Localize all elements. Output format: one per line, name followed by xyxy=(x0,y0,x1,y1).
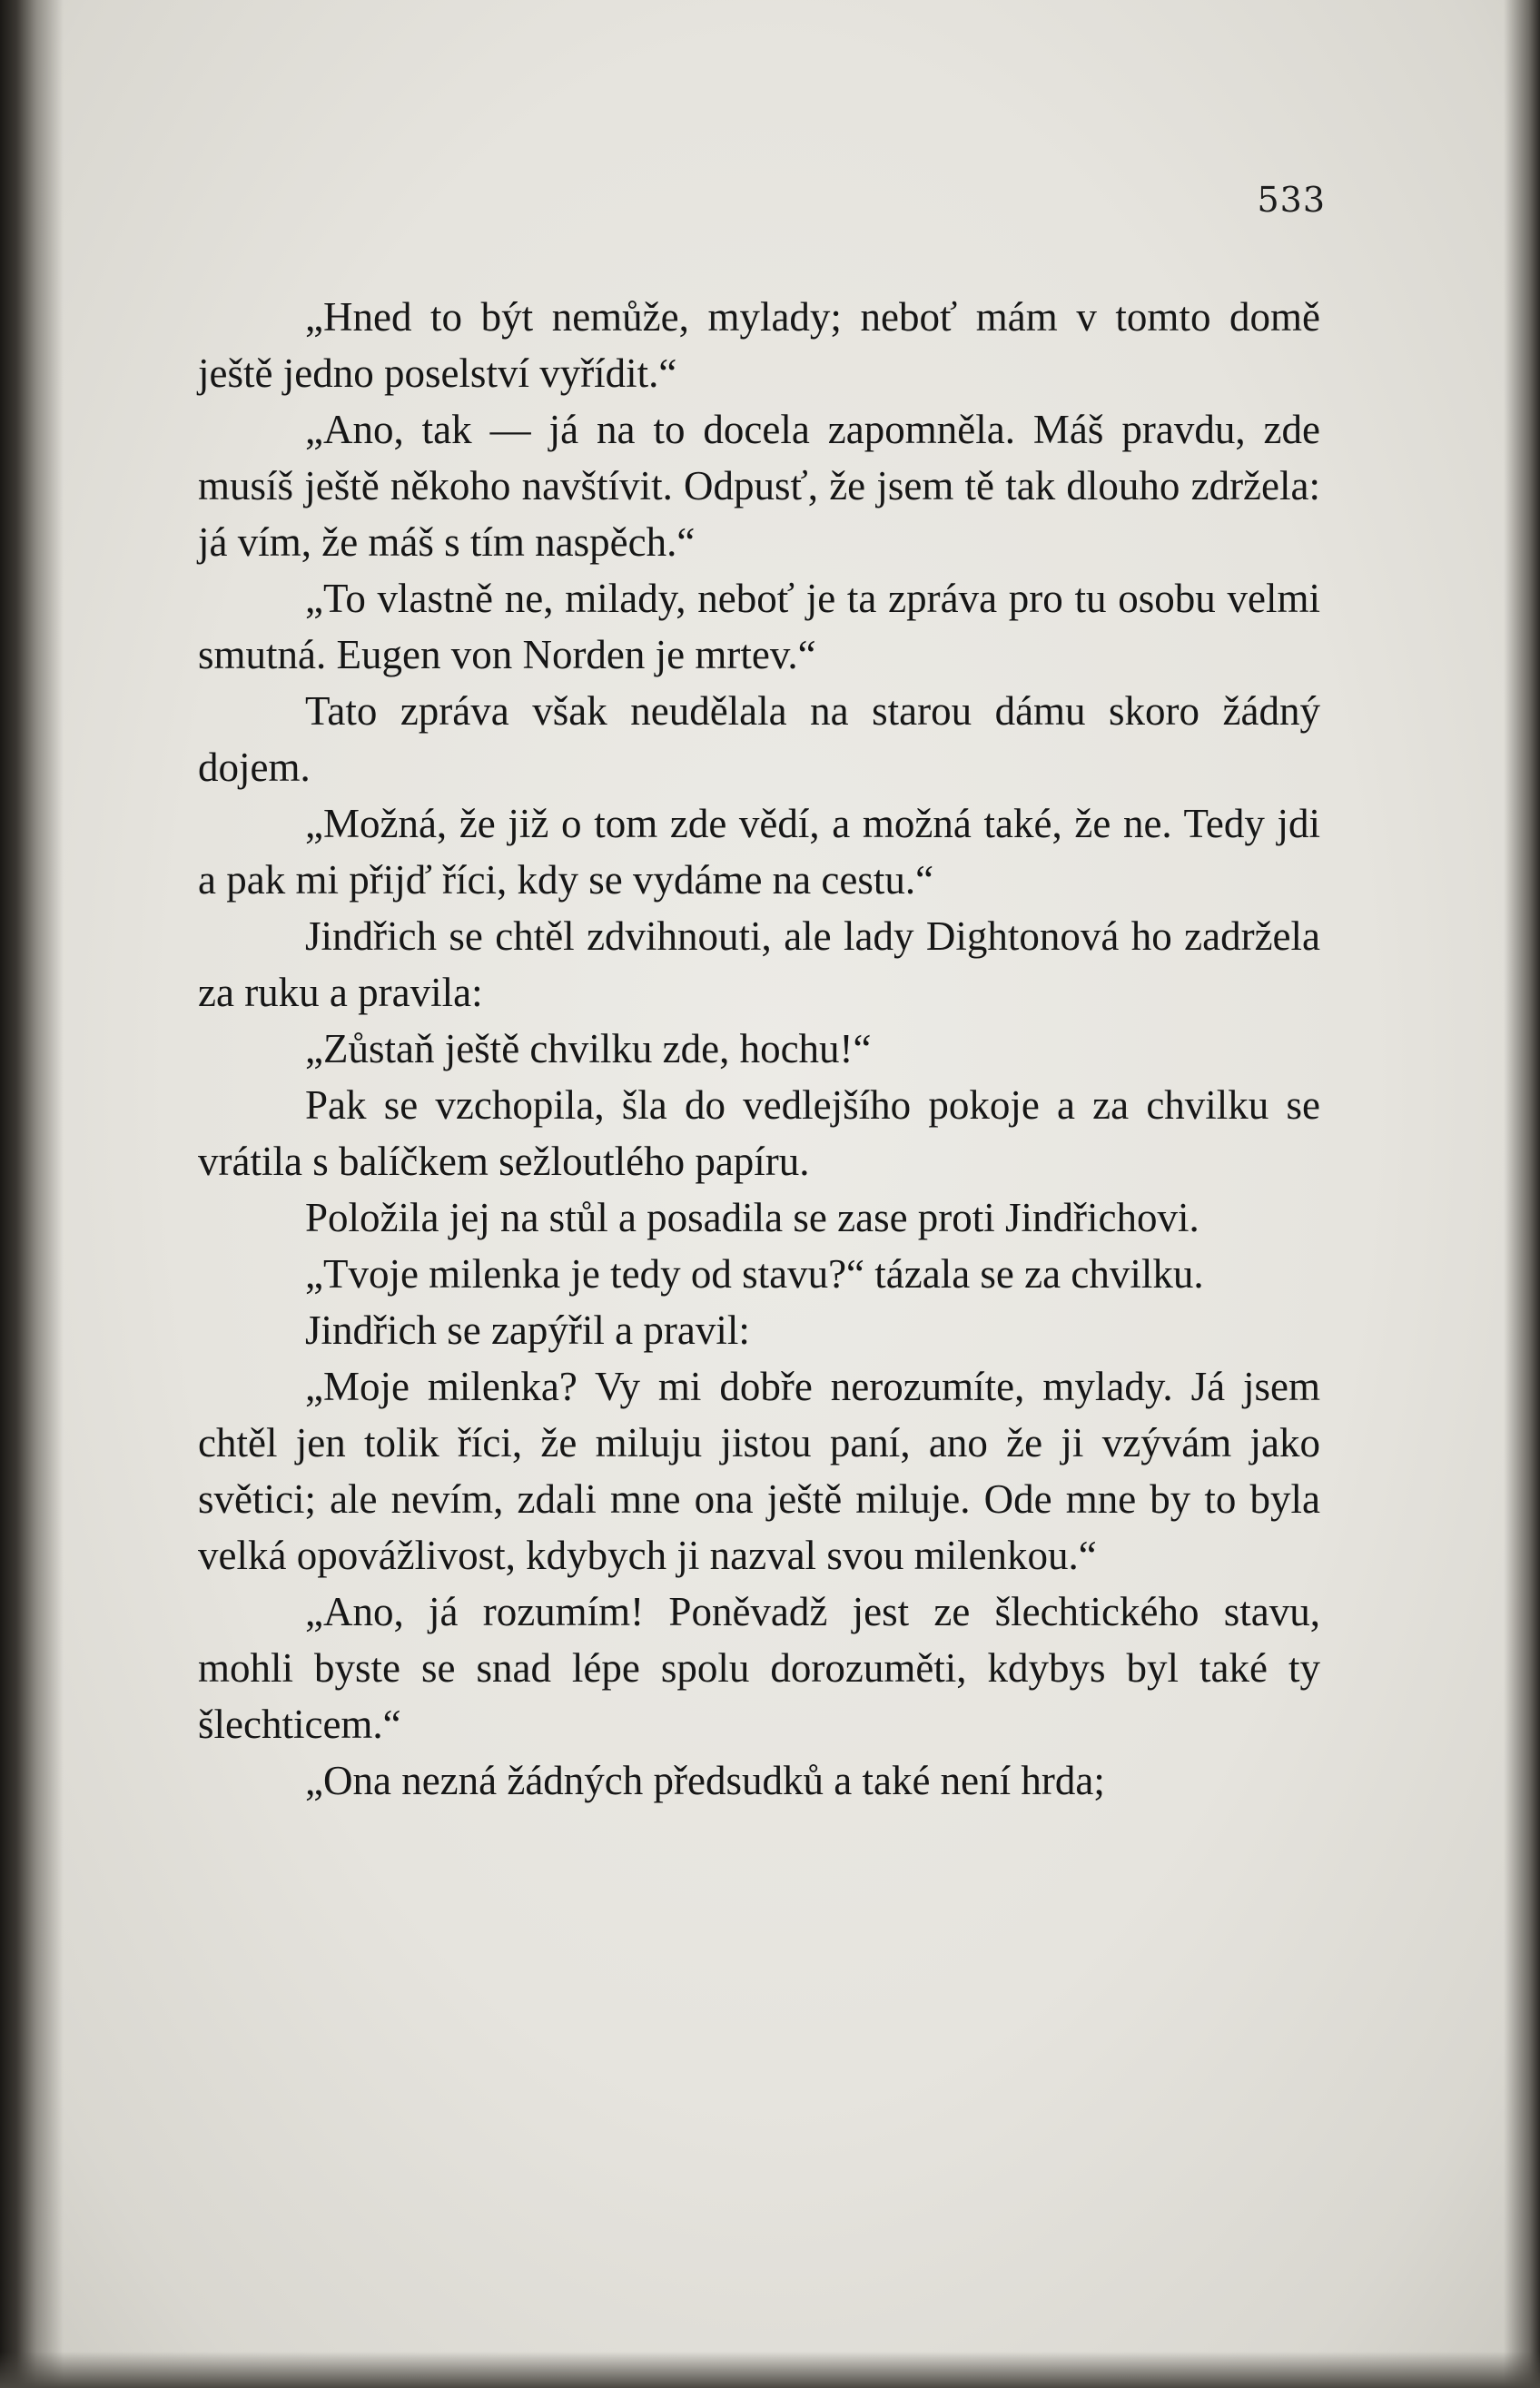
paragraph: „To vlastně ne, milady, neboť je ta zpráva pro tu osobu velmi smutná. Eugen von Norden je mrtev.“ xyxy=(198,576,1320,677)
paragraph: „Možná, že již o tom zde vědí, a možná také, že ne. Tedy jdi a pak mi přijď říci, kdy se vydáme na cestu.“ xyxy=(198,801,1320,903)
paragraph: „Tvoje milenka je tedy od stavu?“ tázala se za chvilku. xyxy=(305,1251,1204,1297)
paragraph: Tato zpráva však neudělala na starou dámu skoro žádný dojem. xyxy=(198,688,1320,790)
paragraph: Položila jej na stůl a posadila se zase proti Jindřichovi. xyxy=(305,1195,1199,1240)
page-edge-right xyxy=(1504,0,1540,2388)
paragraph: Jindřich se chtěl zdvihnouti, ale lady Dightonová ho zadržela za ruku a pravila: xyxy=(198,913,1320,1015)
paragraph: „Hned to být nemůže, mylady; neboť mám v tomto domě ještě jedno poselství vyřídit.“ xyxy=(198,294,1320,396)
paragraph: „Zůstaň ještě chvilku zde, hochu!“ xyxy=(305,1026,872,1071)
paragraph: „Ona nezná žádných předsudků a také není hrda; xyxy=(305,1758,1105,1803)
page-number: 533 xyxy=(1257,180,1326,220)
paragraph: „Moje milenka? Vy mi dobře nerozumíte, mylady. Já jsem chtěl jen tolik říci, že miluju jistou paní, ano že ji vzývám jako světici; ale nevím, zdali mne ona ještě miluje. Ode mne by to byla velká opovážlivost, kdybych ji nazval svou milenkou.“ xyxy=(198,1364,1320,1578)
paragraph: Pak se vzchopila, šla do vedlejšího pokoje a za chvilku se vrátila s balíčkem sežloutlého papíru. xyxy=(198,1082,1320,1184)
paragraph: Jindřich se zapýřil a pravil: xyxy=(305,1307,750,1353)
paragraph: „Ano, tak — já na to docela zapomněla. Máš pravdu, zde musíš ještě někoho navštívit. Odpusť, že jsem tě tak dlouho zdržela: já vím, že máš s tím naspěch.“ xyxy=(198,407,1320,565)
page-edge-bottom xyxy=(0,2352,1540,2388)
body-text xyxy=(198,289,1320,1809)
paragraph: „Ano, já rozumím! Poněvadž jest ze šlechtického stavu, mohli byste se snad lépe spolu dorozuměti, kdybys byl také ty šlechticem.“ xyxy=(198,1589,1320,1747)
binding-gutter-shadow xyxy=(0,0,64,2388)
